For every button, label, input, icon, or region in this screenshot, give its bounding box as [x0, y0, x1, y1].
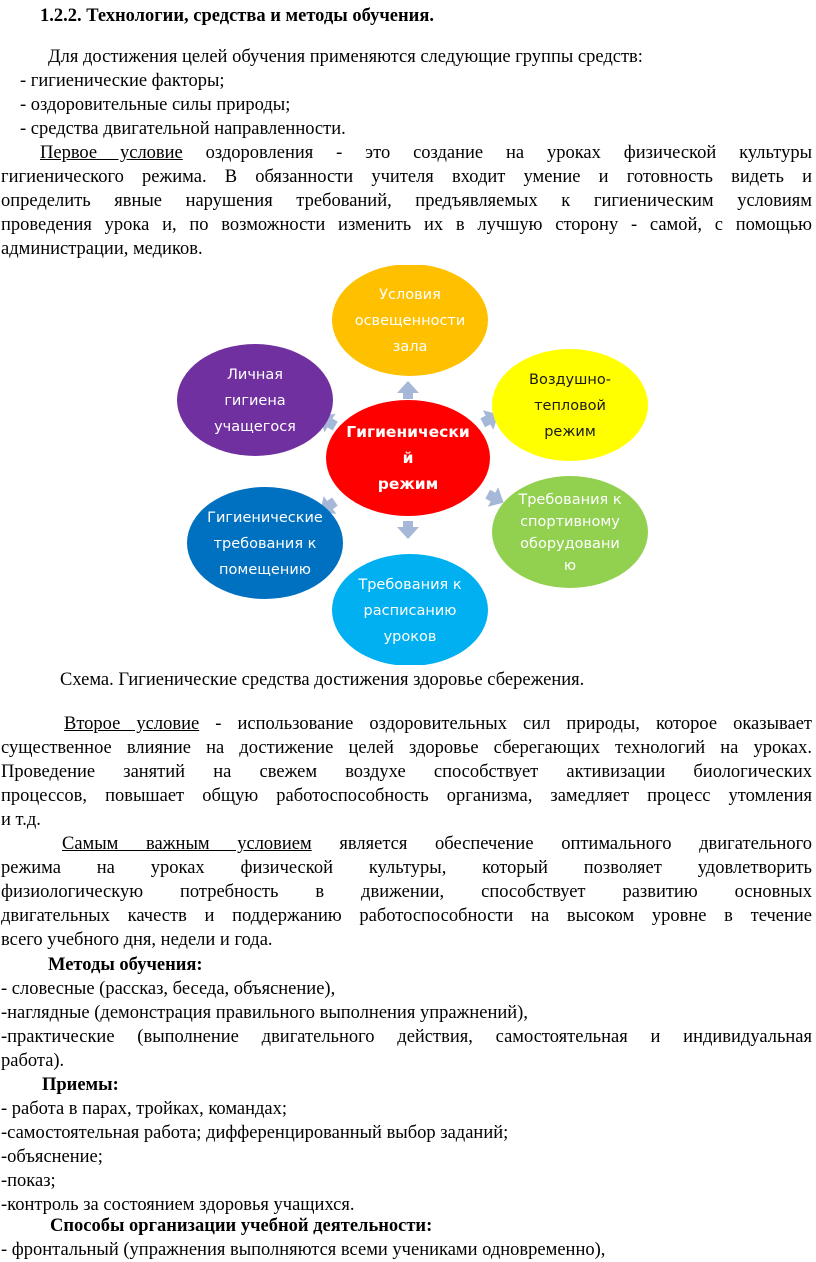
paragraph-line: проведения урока и, по возможности изменить их в лучшую сторону - самой, с помощью — [1, 215, 812, 235]
node-label: Требования к — [518, 492, 622, 508]
node-label: зала — [392, 339, 428, 355]
node-label: Воздушно- — [529, 372, 611, 388]
methods-title: Методы обучения: — [48, 955, 203, 975]
techniques-item: -контроль за состоянием здоровья учащихся. — [1, 1195, 355, 1215]
node-schedule — [332, 554, 488, 665]
node-label: Требования к — [358, 577, 462, 593]
node-equipment — [492, 476, 648, 588]
techniques-item: -самостоятельная работа; дифференцированный выбор заданий; — [1, 1123, 509, 1143]
paragraph-line: существенное влияние на достижение целей здоровье сберегающих технологий на уроках. — [1, 738, 812, 758]
node-lighting — [332, 265, 488, 376]
paragraph-line: режима на уроках физической культуры, который позволяет удовлетворить — [1, 858, 812, 878]
paragraph-line: Проведение занятий на свежем воздухе способствует активизации биологических — [1, 762, 812, 782]
techniques-item: - работа в парах, тройках, командах; — [1, 1099, 288, 1119]
node-personal-hygiene — [177, 344, 333, 456]
first-condition-line: Первое условие оздоровления - это создание на уроках физической культуры — [40, 143, 812, 163]
techniques-item: -показ; — [1, 1171, 56, 1191]
paragraph-line: и т.д. — [1, 810, 41, 830]
node-label: уроков — [383, 629, 437, 645]
methods-item: - словесные (рассказ, беседа, объяснение), — [1, 979, 336, 999]
important-condition-line: Самым важным условием является обеспечение оптимального двигательного — [62, 834, 812, 854]
paragraph-line: двигательных качеств и поддержанию работоспособности на высоком уровне в течение — [1, 906, 812, 926]
methods-item: -наглядные (демонстрация правильного выполнения упражнений), — [1, 1003, 528, 1023]
methods-item: работа). — [1, 1051, 65, 1071]
node-label: Личная — [227, 367, 283, 383]
node-label: оборудовани — [520, 536, 620, 552]
node-label: ю — [563, 558, 577, 574]
group-item: - средства двигательной направленности. — [20, 119, 346, 139]
paragraph-line: процессов, повышает общую работоспособность организма, замедляет процесс утомления — [1, 786, 812, 806]
methods-item: -практические (выполнение двигательного действия, самостоятельная и индивидуальная — [1, 1027, 812, 1047]
intro-text: Для достижения целей обучения применяются следующие группы средств: — [48, 47, 643, 67]
organization-title: Способы организации учебной деятельности: — [50, 1216, 433, 1236]
center-label: Гигиенически — [346, 423, 470, 441]
paragraph-line: физиологическую потребность в движении, способствует развитию основных — [1, 882, 812, 902]
diagram-caption: Схема. Гигиенические средства достижения здоровье сбережения. — [60, 670, 585, 690]
hygiene-diagram — [150, 265, 670, 665]
node-label: спортивному — [520, 514, 620, 530]
second-condition-line: Второе условие - использование оздоровительных сил природы, которое оказывает — [64, 714, 812, 734]
organization-item: - фронтальный (упражнения выполняются всеми учениками одновременно), — [1, 1240, 606, 1260]
node-label: Условия — [379, 287, 441, 303]
second-condition-label: Второе условие — [64, 714, 200, 734]
first-condition-label: Первое условие — [40, 143, 183, 163]
paragraph-line: определить явные нарушения требований, предъявляемых к гигиеническим условиям — [1, 191, 812, 211]
center-label: режим — [377, 475, 439, 493]
center-label: й — [402, 449, 414, 467]
node-label: требования к — [213, 536, 317, 552]
techniques-item: -объяснение; — [1, 1147, 103, 1167]
paragraph-line: всего учебного дня, недели и года. — [1, 930, 273, 950]
node-premises — [187, 487, 343, 599]
arrow-lighting — [397, 381, 419, 399]
node-label: тепловой — [534, 398, 606, 414]
node-label: режим — [544, 424, 596, 440]
node-label: Гигиенические — [207, 510, 323, 526]
paragraph-line: администрации, медиков. — [1, 239, 203, 259]
node-label: гигиена — [224, 393, 286, 409]
group-item: - гигиенические факторы; — [20, 71, 225, 91]
group-item: - оздоровительные силы природы; — [20, 95, 291, 115]
node-air-thermal — [492, 349, 648, 461]
node-label: помещению — [219, 562, 311, 578]
node-label: освещенности — [354, 313, 466, 329]
node-label: расписанию — [363, 603, 457, 619]
paragraph-line: гигиенического режима. В обязанности учителя входит умение и готовность видеть и — [1, 167, 812, 187]
node-label: учащегося — [214, 419, 296, 435]
techniques-title: Приемы: — [42, 1075, 119, 1095]
node-center-hygiene-regime — [326, 400, 490, 516]
arrow-schedule — [397, 521, 419, 539]
section-title: 1.2.2. Технологии, средства и методы обучения. — [40, 6, 434, 26]
important-condition-label: Самым важным условием — [62, 834, 312, 854]
